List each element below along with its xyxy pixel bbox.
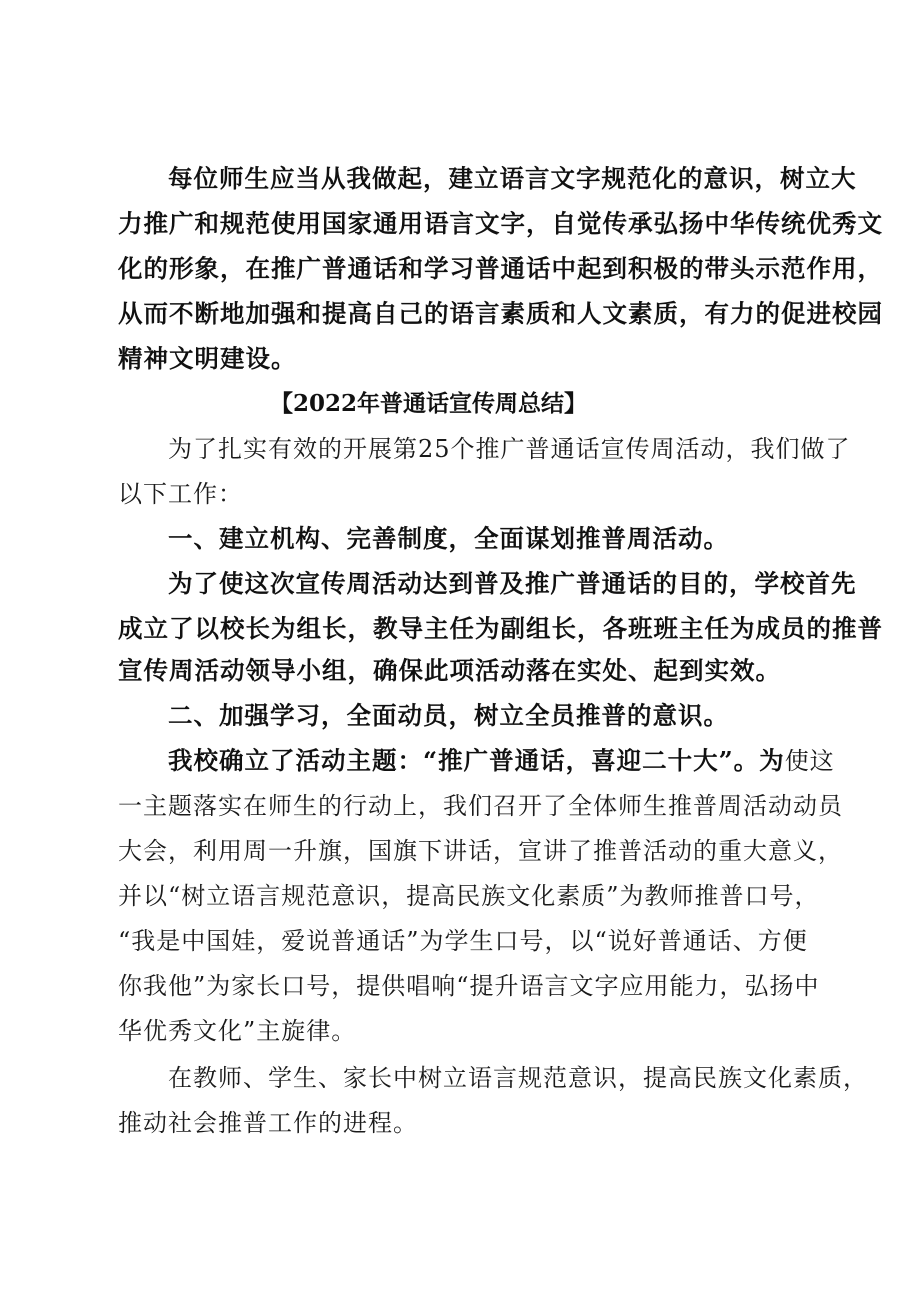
paragraph-3-line-3: 宣传周活动领导小组，确保此项活动落在实处、起到实效。	[118, 656, 781, 685]
paragraph-4-bold-segment: 我校确立了活动主题：“推广普通话，喜迎二十大”。为	[168, 746, 785, 775]
section-title: 【2022年普通话宣传周总结】	[270, 390, 588, 417]
paragraph-1-line-5: 精神文明建设。	[118, 344, 297, 373]
paragraph-4-line-1	[168, 745, 835, 777]
paragraph-2-line-2: 以下工作：	[118, 480, 243, 508]
paragraph-4-line-4: 并以“树立语言规范意识，提高民族文化素质”为教师推普口号，	[118, 882, 820, 910]
paragraph-1-line-4: 从而不断地加强和提高自己的语言素质和人文素质，有力的促进校园	[118, 299, 883, 328]
paragraph-4-line-7: 华优秀文化”主旋律。	[118, 1017, 357, 1045]
paragraph-4-line-6: 你我他”为家长口号，提供唱响“提升语言文字应用能力，弘扬中	[118, 972, 820, 1000]
paragraph-5-line-2: 推动社会推普工作的进程。	[118, 1109, 418, 1137]
paragraph-3-line-2: 成立了以校长为组长，教导主任为副组长，各班班主任为成员的推普	[118, 614, 883, 643]
paragraph-4-line-5: “我是中国娃，爱说普通话”为学生口号，以“说好普通话、方便	[118, 927, 808, 955]
paragraph-1-line-3: 化的形象，在推广普通话和学习普通话中起到积极的带头示范作用，	[118, 254, 883, 283]
paragraph-2-line-1: 为了扎实有效的开展第25个推广普通话宣传周活动，我们做了	[168, 435, 851, 463]
paragraph-3-line-1: 为了使这次宣传周活动达到普及推广普通话的目的，学校首先	[168, 569, 857, 598]
heading-1: 一、建立机构、完善制度，全面谋划推普周活动。	[168, 524, 729, 553]
paragraph-1-line-1: 每位师生应当从我做起，建立语言文字规范化的意识，树立大	[168, 164, 857, 193]
paragraph-4-line-3: 大会，利用周一升旗，国旗下讲话，宣讲了推普活动的重大意义，	[118, 837, 843, 865]
paragraph-4-line-2: 一主题落实在师生的行动上，我们召开了全体师生推普周活动动员	[118, 792, 843, 820]
paragraph-4-normal-segment: 使这	[784, 747, 835, 775]
paragraph-5-line-1: 在教师、学生、家长中树立语言规范意识，提高民族文化素质，	[168, 1064, 868, 1092]
heading-2: 二、加强学习，全面动员，树立全员推普的意识。	[168, 701, 729, 730]
paragraph-1-line-2: 力推广和规范使用国家通用语言文字，自觉传承弘扬中华传统优秀文	[118, 209, 883, 238]
